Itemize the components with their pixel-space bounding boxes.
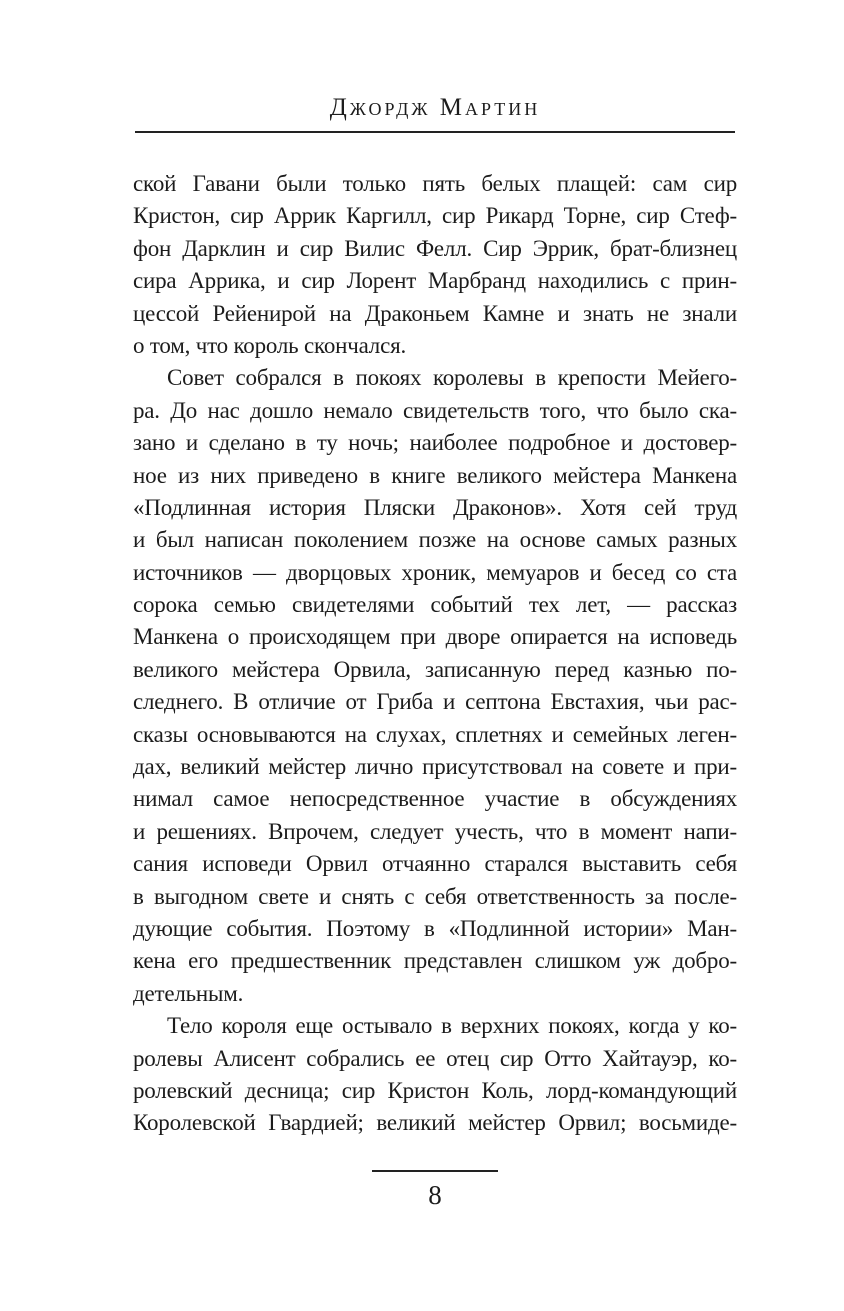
- text-line: ра. До нас дошло немало свидетельств того, что было ска-: [133, 397, 737, 423]
- page-number: 8: [428, 1180, 442, 1210]
- text-line: нимал самое непосредственное участие в обсуждениях: [133, 786, 737, 812]
- text-line: сира Аррика, и сир Лорент Марбранд находились с прин-: [133, 268, 737, 294]
- text-line: дах, великий мейстер лично присутствовал на совете и при-: [133, 754, 737, 780]
- text-line: сания исповеди Орвил отчаянно старался выставить себя: [133, 851, 737, 877]
- page-text: [133, 168, 737, 1140]
- text-line: «Подлинная история Пляски Драконов». Хотя сей труд: [133, 494, 737, 520]
- text-line: сорока семью свидетелями событий тех лет, — рассказ: [133, 592, 737, 618]
- text-line: ской Гавани были только пять белых плащей: сам сир: [133, 171, 737, 196]
- paragraph: [133, 168, 737, 362]
- text-line: о том, что король скончался.: [133, 332, 407, 358]
- footer-rule: [372, 1170, 498, 1172]
- text-line: и решениях. Впрочем, следует учесть, что в момент напи-: [133, 818, 737, 844]
- text-line: Кристон, сир Аррик Каргилл, сир Рикард Торне, сир Стеф-: [133, 203, 737, 229]
- text-line: в выгодном свете и снять с себя ответственность за после-: [133, 883, 737, 909]
- text-line: дующие события. Поэтому в «Подлинной истории» Ман-: [133, 915, 737, 941]
- text-line: сказы основываются на слухах, сплетнях и семейных леген-: [133, 721, 737, 747]
- text-line: Королевской Гвардией; великий мейстер Орвил; восьмиде-: [133, 1110, 737, 1136]
- text-line: Совет собрался в покоях королевы в крепости Мейего-: [167, 365, 737, 391]
- text-line: источников — дворцовых хроник, мемуаров и бесед со ста: [133, 559, 737, 585]
- text-line: Манкена о происходящем при дворе опирается на исповедь: [133, 624, 737, 650]
- text-line: детельным.: [133, 980, 244, 1006]
- text-line: Тело короля еще остывало в верхних покоях, когда у ко-: [167, 1013, 737, 1039]
- header-rule: [135, 131, 735, 133]
- text-line: и был написан поколением позже на основе самых разных: [133, 527, 737, 553]
- text-line: кена его предшественник представлен слишком уж добро-: [133, 948, 737, 974]
- paragraph: [133, 362, 737, 1010]
- text-line: зано и сделано в ту ночь; наиболее подробное и достовер-: [133, 430, 737, 456]
- text-line: цессой Рейенирой на Драконьем Камне и знать не знали: [133, 300, 737, 326]
- text-line: ролевы Алисент собрались ее отец сир Отто Хайтауэр, ко-: [133, 1045, 737, 1071]
- text-line: ное из них приведено в книге великого мейстера Манкена: [133, 462, 737, 488]
- paragraph: [133, 1010, 737, 1140]
- text-line: следнего. В отличие от Гриба и септона Евстахия, чьи рас-: [133, 689, 737, 715]
- running-header-author: Джордж Мартин: [329, 94, 541, 121]
- text-line: великого мейстера Орвила, записанную перед казнью по-: [133, 656, 737, 682]
- text-line: ролевский десница; сир Кристон Коль, лорд-командующий: [133, 1077, 737, 1103]
- text-line: фон Дарклин и сир Вилис Фелл. Сир Эррик, брат-близнец: [133, 235, 737, 261]
